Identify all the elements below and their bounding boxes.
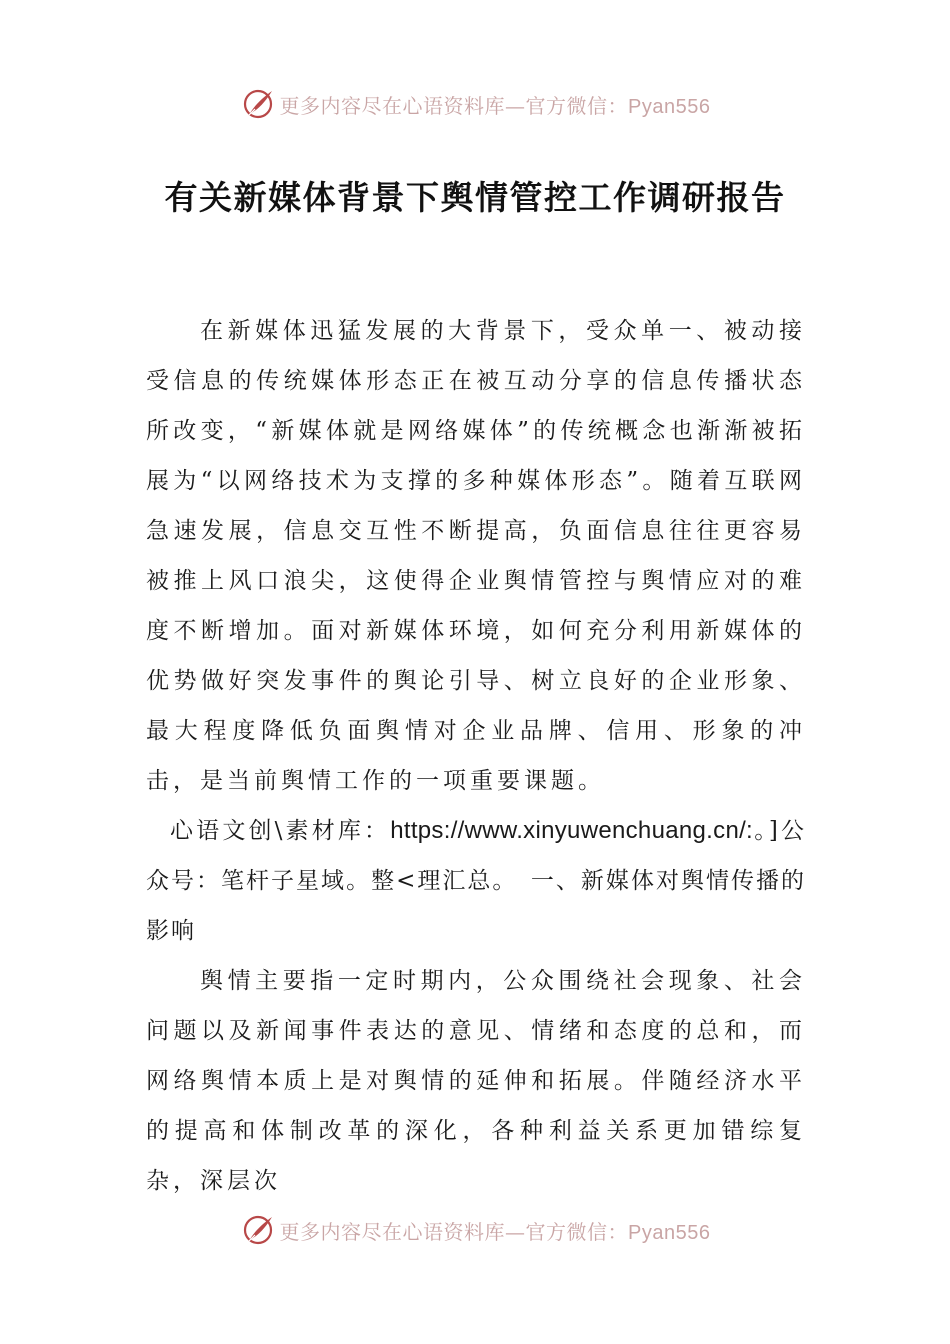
banner-text [280,90,711,119]
quill-logo-icon [240,86,276,122]
source-url: https://www.xinyuwenchuang.cn/: [390,817,754,844]
footer-banner-wechat-id: Pyan556 [628,1221,711,1244]
header-banner [0,84,950,124]
banner-wechat-id: Pyan556 [628,95,711,118]
banner-text-cn: 更多内容尽在心语资料库—官方微信： [279,93,629,118]
document-title: 有关新媒体背景下舆情管控工作调研报告 [164,178,786,217]
paragraph-section-one: 舆情主要指一定时期内，公众围绕社会现象、社会问题以及新闻事件表达的意见、情绪和态度的总和，而网络舆情本质上是对舆情的延伸和拓展。伴随经济水平的提高和体制改革的深化，各种利益关系更加错综复杂，深层次 [146,968,806,1194]
paragraph-intro: 在新媒体迅猛发展的大背景下，受众单一、被动接受信息的传统媒体形态正在被互动分享的信息传播状态所改变，“新媒体就是网络媒体”的传统概念也渐渐被拓展为“以网络技术为支撑的多种媒体形态”。随着互联网急速发展，信息交互性不断提高，负面信息往往更容易被推上风口浪尖，这使得企业舆情管控与舆情应对的难度不断增加。面对新媒体环境，如何充分利用新媒体的优势做好突发事件的舆论引导、树立良好的企业形象、最大程度降低负面舆情对企业品牌、信用、形象的冲击，是当前舆情工作的一项重要课题。 [146,318,806,794]
footer-banner [0,1210,950,1250]
footer-banner-text-cn: 更多内容尽在心语资料库—官方微信： [279,1219,629,1244]
source-prefix: 心语文创\素材库： [170,818,391,844]
paragraph-source [146,806,806,956]
source-suffix: 。]公众号：笔杆子星域。整<理汇总。 一、新媒体对舆情传播的影响 [146,818,806,944]
document-body [146,306,806,1206]
quill-logo-icon [240,1212,276,1248]
footer-banner-text [280,1216,711,1245]
